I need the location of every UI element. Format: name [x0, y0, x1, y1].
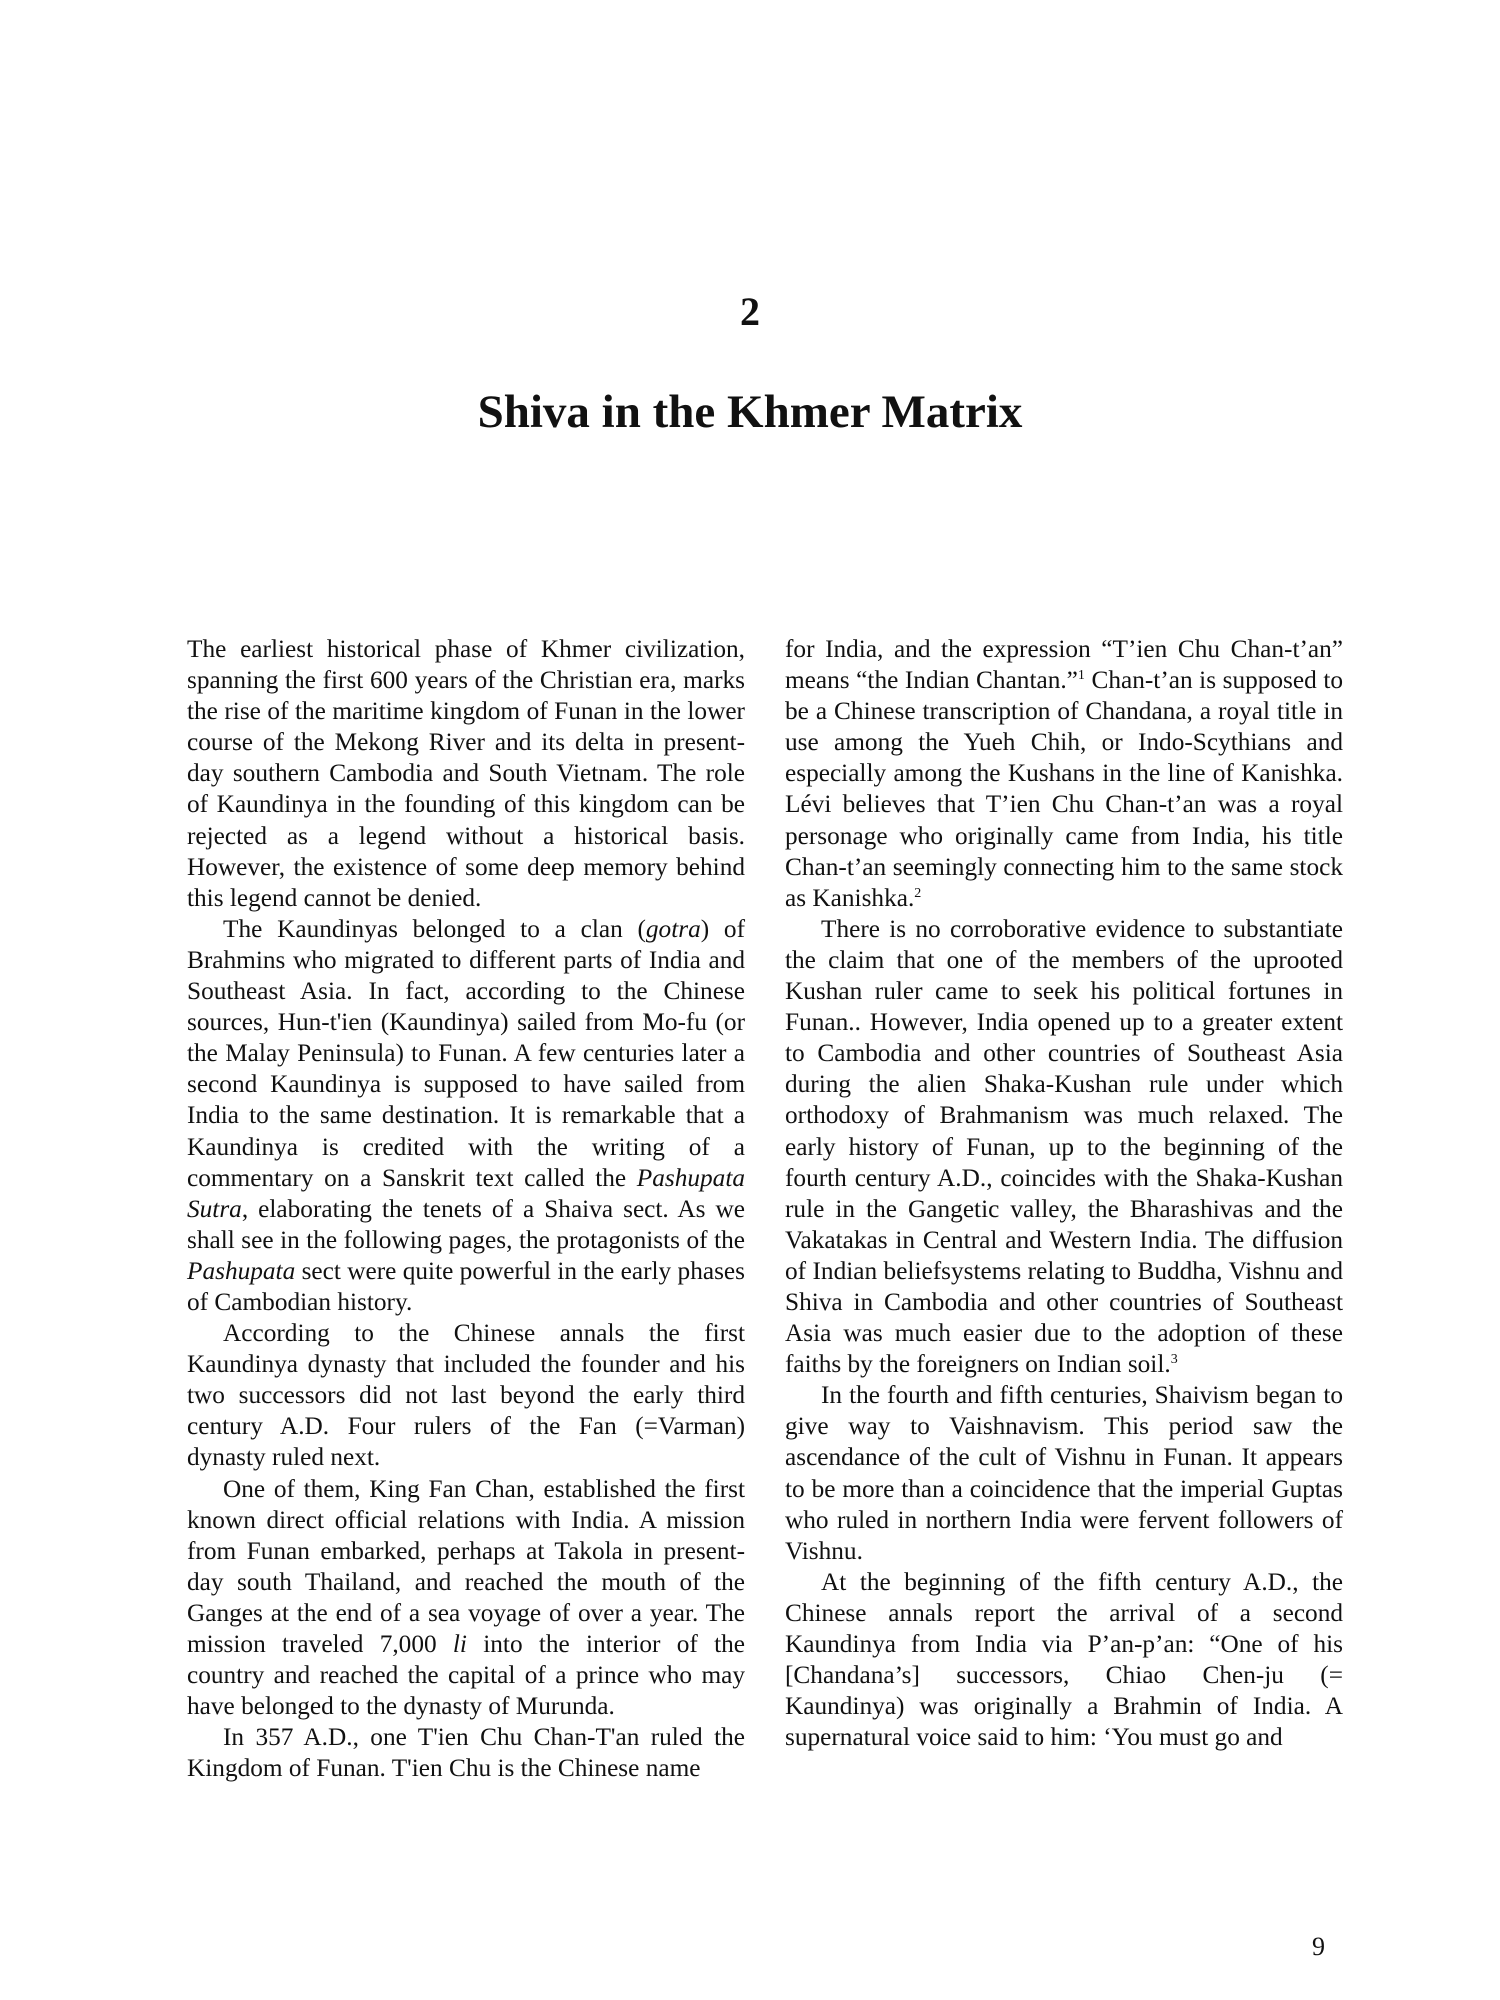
paragraph: In the fourth and fifth centuries, Shaivism began to give way to Vaishnavism. This period saw the ascendance of the cult of Vishnu in Funan. It appears to be more than a coincidence that the imperial Guptas who ruled in northern India were fervent followers of Vishnu. [785, 1381, 1343, 1565]
footnote-marker: 1 [1077, 668, 1085, 684]
paragraph: The Kaundinyas belonged to a clan (gotra) of Brahmins who migrated to different parts of India and Southeast Asia. In fact, according to the Chinese sources, Hun-t'ien (Kaundinya) sailed from Mo-fu (or the Malay Peninsula) to Funan. A few centuries later a second Kaundinya is supposed to have sailed from India to the same destination. It is remarkable that a Kaundinya is credited with the writing of a commentary on a Sanskrit text called the Pashupata Sutra, elaborating the tenets of a Shaiva sect. As we shall see in the following pages, the protagonists of the Pashupata sect were quite powerful in the early phases of Cambodian history. [187, 914, 745, 1316]
italic-term: Pashupata Sutra [187, 1163, 745, 1223]
paragraph: There is no corroborative evidence to substantiate the claim that one of the members of the uprooted Kushan ruler came to seek his political fortunes in Funan.. However, India opened up to a greater extent to Cambodia and other countries of Southeast Asia during the alien Shaka-Kushan rule under which orthodoxy of Brahmanism was much relaxed. The early history of Funan, up to the beginning of the fourth century A.D., coincides with the Shaka-Kushan rule in the Gangetic valley, the Bharashivas and the Vakatakas in Central and Western India. The diffusion of Indian beliefsystems relating to Buddha, Vishnu and Shiva in Cambodia and other countries of Southeast Asia was much easier due to the adoption of these faiths by the foreigners on Indian soil.$^3$ [785, 914, 1343, 1379]
right-column [785, 634, 1343, 1753]
chapter-title: Shiva in the Khmer Matrix [477, 386, 1023, 438]
paragraph: In 357 A.D., one T'ien Chu Chan-T'an ruled the Kingdom of Funan. T'ien Chu is the Chinese name [187, 1723, 745, 1783]
footnote-marker: 2 [914, 885, 922, 901]
italic-term: gotra [645, 914, 701, 943]
italic-term: li [452, 1630, 467, 1658]
paragraph: At the beginning of the fifth century A.D., the Chinese annals report the arrival of a second Kaundinya from India via P’an-p’an: “One of his [Chandana’s] successors, Chiao Chen-ju (= Kaundinya) was originally a Brahmin of India. A supernatural voice said to him: ‘You must go and [785, 1567, 1343, 1752]
paragraph: for India, and the expression “T’ien Chu Chan-t’an” means “the Indian Chantan.”$^1$ Chan-t’an is supposed to be a Chinese transcription of Chandana, a royal title in use among the Yueh Chih, or Indo-Scythians and especially among the Kushans in the line of Kanishka. Lévi believes that T’ien Chu Chan-t’an was a royal personage who originally came from India, his title Chan-t’an seemingly connecting him to the same stock as Kanishka.$^2$ [785, 635, 1344, 912]
page-number: 9 [1312, 1932, 1325, 1961]
footnote-marker: 3 [1170, 1352, 1178, 1368]
paragraph: According to the Chinese annals the first Kaundinya dynasty that included the founder and his two successors did not last beyond the early third century A.D. Four rulers of the Fan (=Varman) dynasty ruled next. [187, 1319, 745, 1472]
paragraph: The earliest historical phase of Khmer civilization, spanning the first 600 years of the Christian era, marks the rise of the maritime kingdom of Funan in the lower course of the Mekong River and its delta in present-day southern Cambodia and South Vietnam. The role of Kaundinya in the founding of this kingdom can be rejected as a legend without a historical basis. However, the existence of some deep memory behind this legend cannot be denied. [187, 635, 745, 912]
left-column [187, 634, 745, 1784]
paragraph: One of them, King Fan Chan, established the first known direct official relations with India. A mission from Funan embarked, perhaps at Takola in present-day south Thailand, and reached the mouth of the Ganges at the end of a sea voyage of over a year. The mission traveled 7,000 li into the interior of the country and reached the capital of a prince who may have belonged to the dynasty of Murunda. [187, 1474, 745, 1721]
italic-term: Pashupata [187, 1256, 296, 1285]
chapter-number: 2 [740, 289, 760, 334]
